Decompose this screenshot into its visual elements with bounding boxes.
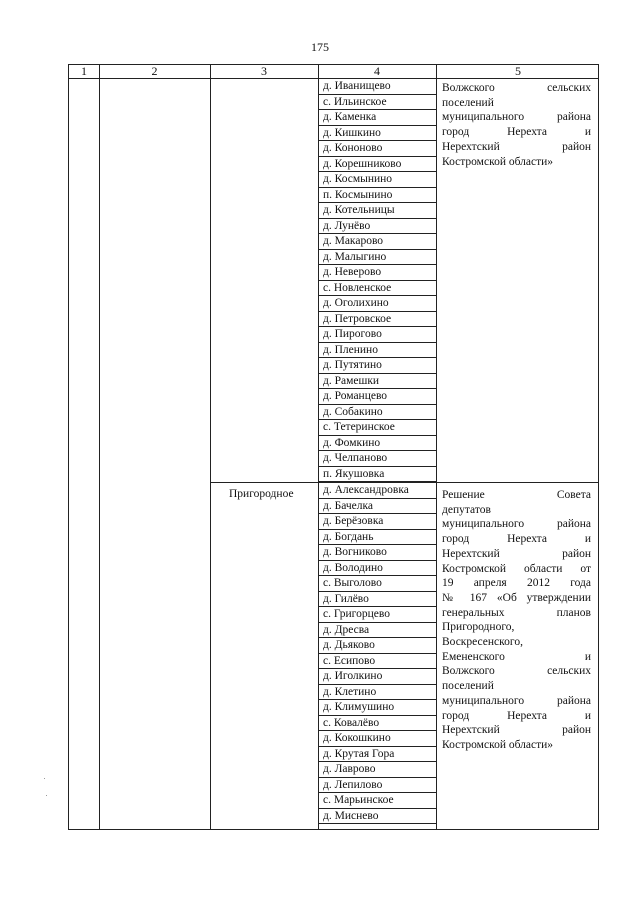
locality-cell: д. Макарово (318, 234, 436, 250)
locality-cell: с. Тетеринское (318, 420, 436, 436)
locality-cell: д. Лепилово (318, 778, 436, 794)
locality-cell: д. Фомкино (318, 436, 436, 452)
locality-cell: д. Крутая Гора (318, 747, 436, 763)
locality-cell: с. Ильинское (318, 95, 436, 111)
document-line: Волжского сельских (442, 82, 591, 94)
document-line: депутатов (442, 503, 491, 516)
document-line: муниципального района (442, 518, 591, 531)
document-line: муниципального района (442, 111, 591, 124)
locality-cell: д. Оголихино (318, 296, 436, 312)
locality-cell: п. Якушовка (318, 467, 436, 483)
locality-cell: д. Лаврово (318, 762, 436, 778)
locality-cell: д. Кокошкино (318, 731, 436, 747)
block1-document-text (442, 81, 591, 169)
locality-cell: д. Богдань (318, 530, 436, 546)
locality-cell: д. Пирогово (318, 327, 436, 343)
locality-cell: д. Котельницы (318, 203, 436, 219)
locality-cell: с. Ковалёво (318, 716, 436, 732)
locality-cell: д. Лунёво (318, 219, 436, 235)
locality-cell: д. Каменка (318, 110, 436, 126)
locality-cell: д. Володино (318, 561, 436, 577)
locality-cell: д. Романцево (318, 389, 436, 405)
locality-cell: д. Клетино (318, 685, 436, 701)
column-divider (210, 65, 211, 829)
locality-cell: д. Петровское (318, 312, 436, 328)
document-line: муниципального района (442, 694, 591, 707)
locality-cell: д. Малыгино (318, 250, 436, 266)
document-line: № 167 «Об утверждении (442, 591, 591, 604)
document-line: Решение Совета (442, 489, 591, 501)
column-divider (436, 65, 437, 829)
header-col-4: 4 (374, 64, 380, 78)
document-line: Костромской области» (442, 738, 554, 751)
locality-cell: д. Берёзовка (318, 514, 436, 530)
block2-localities-list (318, 483, 436, 824)
locality-cell: д. Дресва (318, 623, 436, 639)
document-line: Волжского сельских (442, 665, 591, 678)
locality-cell: д. Александровка (318, 483, 436, 499)
settlements-table (68, 64, 599, 830)
document-line: Воскресенского, (442, 636, 523, 649)
locality-cell: с. Есипово (318, 654, 436, 670)
document-line: Нерехтский район (442, 724, 591, 737)
locality-cell: д. Кононово (318, 141, 436, 157)
header-col-1: 1 (81, 64, 87, 78)
document-line: генеральных планов (442, 606, 591, 619)
document-line: Нерехтский район (442, 547, 591, 560)
block2-document-text (442, 488, 591, 753)
locality-cell: д. Корешниково (318, 157, 436, 173)
locality-cell: д. Неверово (318, 265, 436, 281)
locality-cell: д. Вогниково (318, 545, 436, 561)
document-line: Пригородного, (442, 621, 515, 634)
locality-cell: д. Иголкино (318, 669, 436, 685)
document-line: город Нерехта и (442, 709, 591, 722)
locality-cell: д. Собакино (318, 405, 436, 421)
locality-cell: д. Миснево (318, 809, 436, 825)
locality-cell: д. Пленино (318, 343, 436, 359)
document-line: Емененского и (442, 650, 591, 663)
locality-cell: с. Григорцево (318, 607, 436, 623)
locality-cell: д. Космынино (318, 172, 436, 188)
locality-cell: д. Челпаново (318, 451, 436, 467)
document-line: Нерехтский район (442, 140, 591, 153)
locality-cell: д. Дьяково (318, 638, 436, 654)
locality-cell: с. Марьинское (318, 793, 436, 809)
header-col-3: 3 (261, 64, 267, 78)
document-line: 19 апреля 2012 года (442, 577, 591, 590)
settlement-name: Пригородное (229, 488, 294, 500)
locality-cell: д. Кишкино (318, 126, 436, 142)
document-line: поселений (442, 96, 494, 109)
locality-cell: д. Рамешки (318, 374, 436, 390)
locality-cell: д. Климушино (318, 700, 436, 716)
locality-cell: д. Иванищево (318, 79, 436, 95)
header-col-2: 2 (151, 64, 158, 78)
header-col-5: 5 (515, 64, 521, 78)
page-number: 175 (311, 40, 329, 54)
scan-speck (44, 778, 45, 779)
locality-cell: с. Выголово (318, 576, 436, 592)
locality-cell: с. Новленское (318, 281, 436, 297)
scan-speck (46, 795, 47, 796)
document-line: город Нерехта и (442, 533, 591, 546)
locality-cell: д. Путятино (318, 358, 436, 374)
locality-cell: д. Гилёво (318, 592, 436, 608)
document-line: Костромской области» (442, 155, 554, 168)
document-line: город Нерехта и (442, 126, 591, 139)
block1-localities-list (318, 79, 436, 482)
document-line: Костромской области от (442, 562, 591, 575)
document-line: поселений (442, 680, 494, 693)
locality-cell: д. Бачелка (318, 499, 436, 515)
column-divider (99, 65, 100, 829)
locality-cell: п. Космынино (318, 188, 436, 204)
